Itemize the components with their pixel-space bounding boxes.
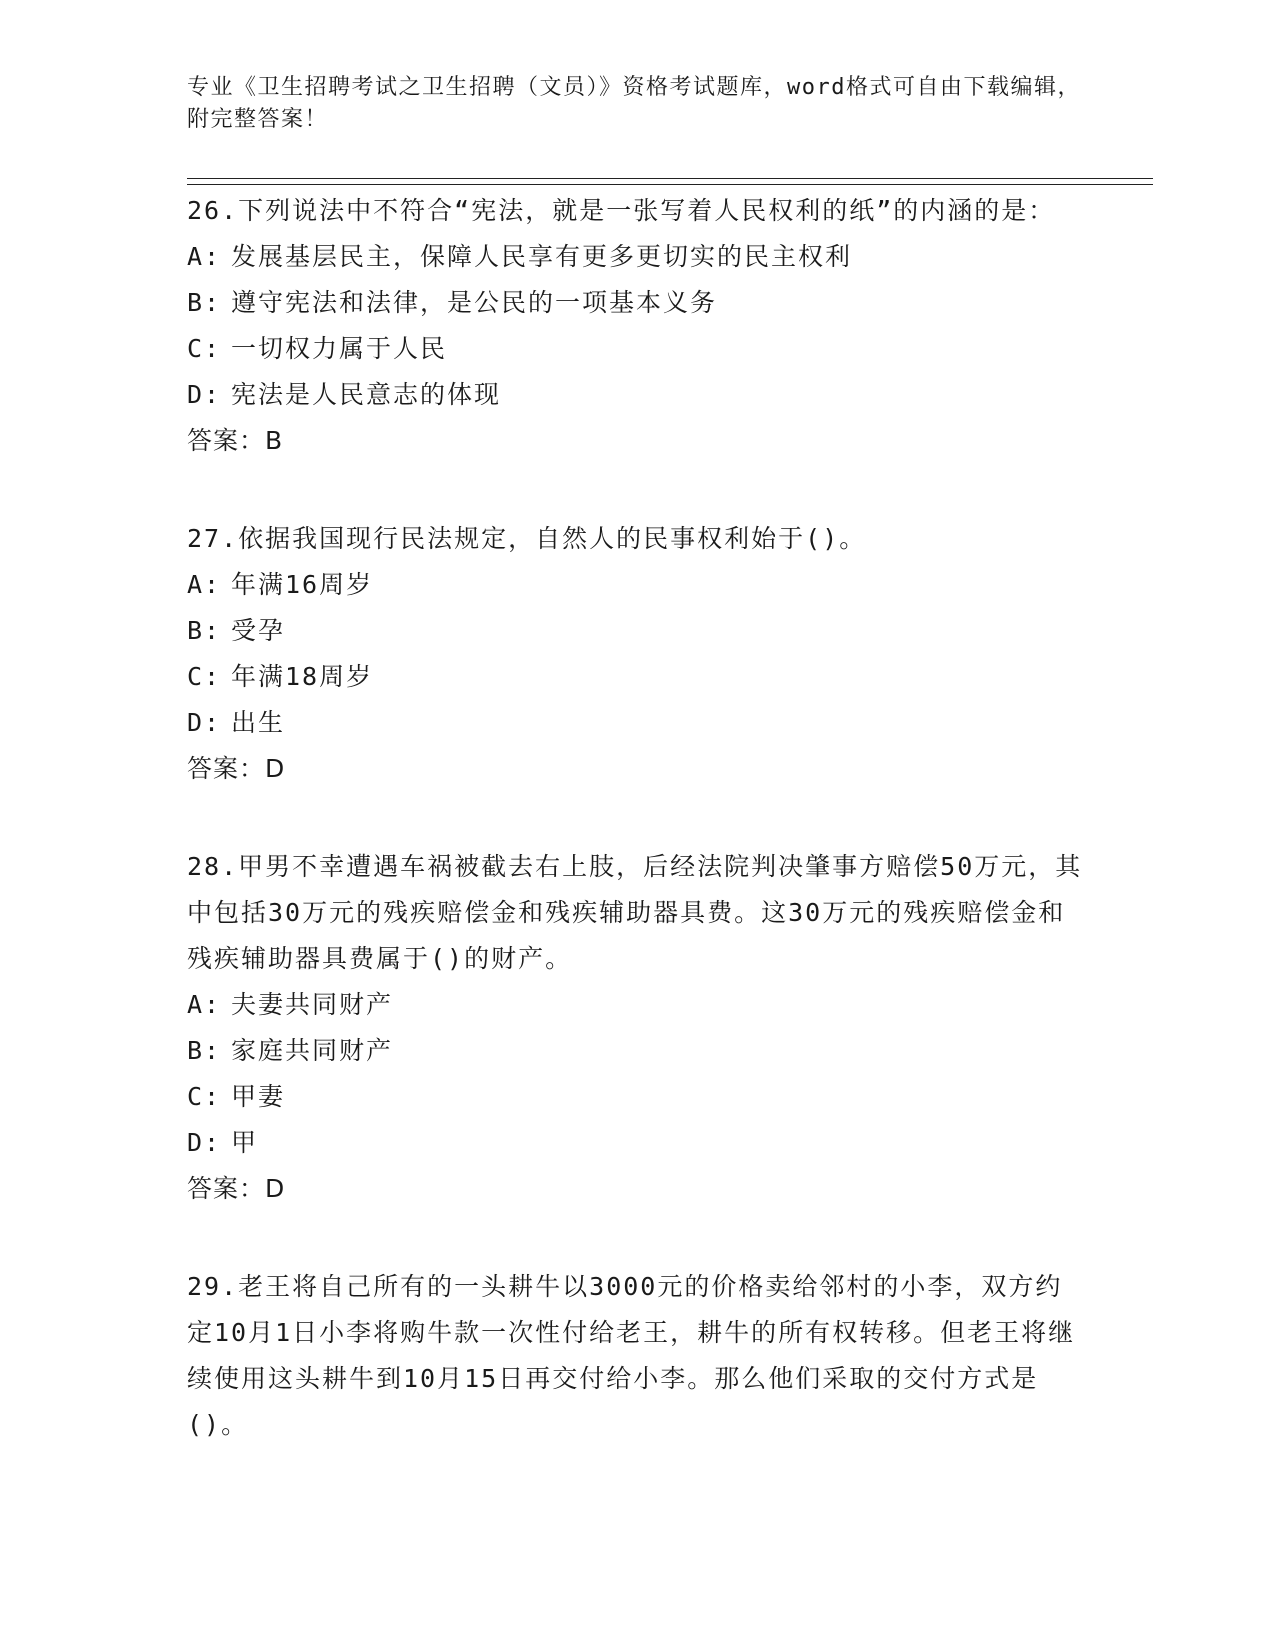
- option-c: [187, 654, 1087, 700]
- option-text: 发展基层民主，保障人民享有更多更切实的民主权利: [231, 242, 853, 271]
- option-a: [187, 562, 1087, 608]
- option-d: [187, 1120, 1087, 1166]
- option-text: 遵守宪法和法律，是公民的一项基本义务: [231, 288, 718, 317]
- question-26: [187, 188, 1087, 464]
- question-text: 27.依据我国现行民法规定，自然人的民事权利始于()。: [187, 524, 867, 553]
- option-b: [187, 608, 1087, 654]
- option-a: [187, 982, 1087, 1028]
- question-text: 28.甲男不幸遭遇车祸被截去右上肢，后经法院判决肇事方赔偿50万元，其中包括30万元的残疾赔偿金和残疾辅助器具费。这30万元的残疾赔偿金和残疾辅助器具费属于()的财产。: [187, 852, 1083, 973]
- option-text: 受孕: [231, 616, 286, 645]
- question-27: [187, 516, 1087, 792]
- option-b: [187, 1028, 1087, 1074]
- question-text: 29.老王将自己所有的一头耕牛以3000元的价格卖给邻村的小李，双方约定10月1日小李将购牛款一次性付给老王，耕牛的所有权转移。但老王将继续使用这头耕牛到10月15日再交付给小李。那么他们采取的交付方式是()。: [187, 1272, 1076, 1439]
- option-letter: B:: [187, 288, 222, 317]
- option-letter: C:: [187, 1082, 222, 1111]
- option-letter: D:: [187, 380, 222, 409]
- answer-line: 答案：B: [187, 426, 284, 455]
- option-c: [187, 1074, 1087, 1120]
- question-29: [187, 1264, 1087, 1448]
- option-text: 一切权力属于人民: [231, 334, 448, 363]
- option-d: [187, 372, 1087, 418]
- option-text: 夫妻共同财产: [231, 990, 394, 1019]
- option-letter: A:: [187, 990, 222, 1019]
- option-text: 年满16周岁: [231, 570, 374, 599]
- answer-line: 答案：D: [187, 754, 286, 783]
- option-text: 甲妻: [231, 1082, 286, 1111]
- option-letter: C:: [187, 662, 222, 691]
- option-letter: A:: [187, 570, 222, 599]
- option-text: 家庭共同财产: [231, 1036, 394, 1065]
- header-rule-top: [187, 178, 1153, 179]
- header-rule-bottom: [187, 184, 1153, 185]
- option-letter: D:: [187, 1128, 222, 1157]
- option-letter: B:: [187, 616, 222, 645]
- question-text: 26.下列说法中不符合“宪法，就是一张写着人民权利的纸”的内涵的是：: [187, 196, 1056, 225]
- option-letter: A:: [187, 242, 222, 271]
- option-text: 出生: [231, 708, 286, 737]
- option-d: [187, 700, 1087, 746]
- question-list: [187, 188, 1087, 1500]
- option-c: [187, 326, 1087, 372]
- option-letter: C:: [187, 334, 222, 363]
- question-28: [187, 844, 1087, 1212]
- document-header: 专业《卫生招聘考试之卫生招聘（文员）》资格考试题库，word格式可自由下载编辑，附完整答案！: [187, 75, 1081, 132]
- option-text: 宪法是人民意志的体现: [231, 380, 502, 409]
- option-text: 年满18周岁: [231, 662, 374, 691]
- option-letter: B:: [187, 1036, 222, 1065]
- option-letter: D:: [187, 708, 222, 737]
- option-text: 甲: [231, 1128, 259, 1157]
- option-a: [187, 234, 1087, 280]
- option-b: [187, 280, 1087, 326]
- answer-line: 答案：D: [187, 1174, 286, 1203]
